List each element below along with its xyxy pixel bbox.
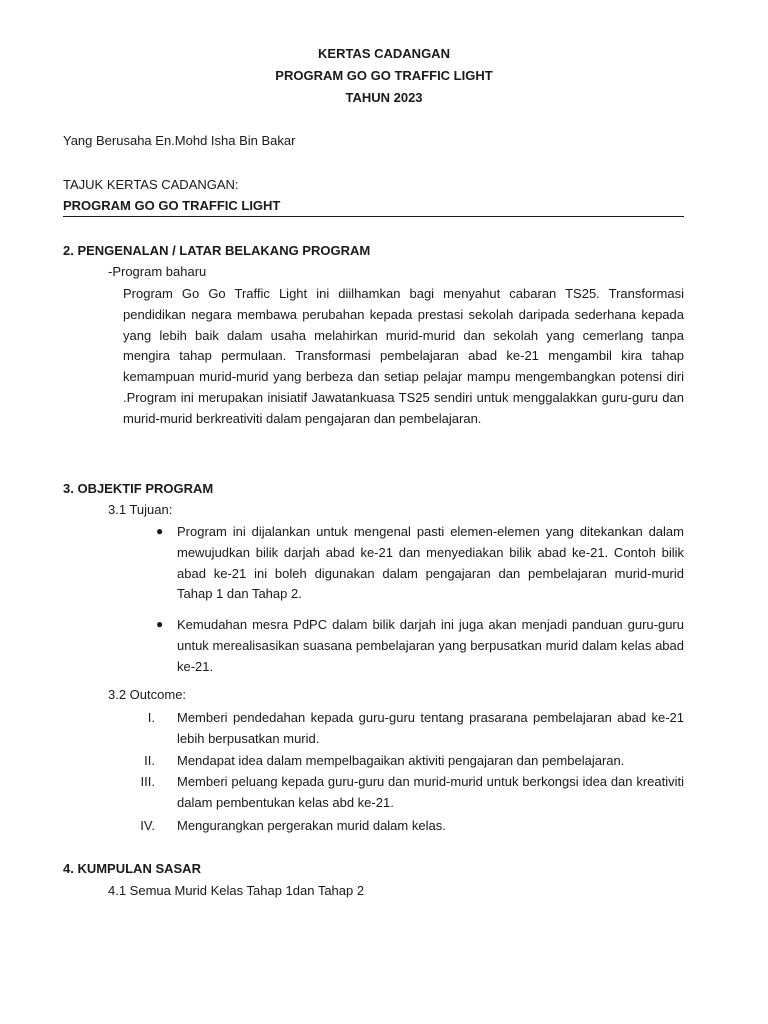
title-underline [63, 216, 684, 217]
section3-heading: 3. OBJEKTIF PROGRAM [63, 481, 214, 496]
bullet-marker: ● [156, 617, 164, 631]
section2-paragraph: Program Go Go Traffic Light ini diilhamkan bagi menyahut cabaran TS25. Transformasi pendidikan negara membawa perubahan kepada prestasi sekolah daripada sederhana kepada yang lebih baik dalam usaha melahirkan murid-murid dan sekolah yang cemerlang tanpa mengira tahap permulaan. Transformasi pembelajaran abad ke-21 mengambil kira tahap kemampuan murid-murid yang berbeza dan setiap pelajar mampu mengembangkan potensi diri .Program ini merupakan inisiatif Jawatankuasa TS25 sendiri untuk menggalakkan guru-guru dan murid-murid berkreativiti dalam pengajaran dan pembelajaran. [123, 286, 684, 426]
section2-subheading: -Program baharu [108, 264, 207, 279]
outcome-item: Mendapat idea dalam mempelbagaikan aktiviti pengajaran dan pembelajaran. [177, 753, 625, 768]
doc-title-line3: TAHUN 2023 [345, 90, 423, 105]
section2-heading: 2. PENGENALAN / LATAR BELAKANG PROGRAM [63, 243, 371, 258]
section4-item: 4.1 Semua Murid Kelas Tahap 1dan Tahap 2 [108, 883, 365, 898]
outcome-numeral: IV. [140, 818, 155, 833]
section4-heading: 4. KUMPULAN SASAR [63, 861, 201, 876]
outcome-item: Memberi pendedahan kepada guru-guru tentang prasarana pembelajaran abad ke-21 lebih berpusatkan murid. [177, 710, 684, 746]
tajuk-label: TAJUK KERTAS CADANGAN: [63, 177, 239, 192]
outcome-item: Mengurangkan pergerakan murid dalam kelas. [177, 818, 446, 833]
doc-title-line2: PROGRAM GO GO TRAFFIC LIGHT [275, 68, 493, 83]
outcome-label: 3.2 Outcome: [108, 687, 187, 702]
tujuan-item: Program ini dijalankan untuk mengenal pasti elemen-elemen yang ditekankan dalam mewujudkan bilik darjah abad ke-21 dan menyediakan bilik abad ke-21. Contoh bilik abad ke-21 ini boleh digunakan dalam pengajaran dan pembelajaran murid-murid Tahap 1 dan Tahap 2. [177, 524, 684, 602]
outcome-numeral: I. [147, 710, 155, 725]
outcome-item: Memberi peluang kepada guru-guru dan murid-murid untuk berkongsi idea dan kreativiti dalam pembentukan kelas abd ke-21. [177, 774, 684, 810]
tujuan-item: Kemudahan mesra PdPC dalam bilik darjah ini juga akan menjadi panduan guru-guru untuk merealisasikan suasana pembelajaran yang berpusatkan murid dalam kelas abad ke-21. [177, 617, 684, 674]
tujuan-label: 3.1 Tujuan: [108, 502, 173, 517]
outcome-numeral: III. [140, 774, 155, 789]
doc-title-line1: KERTAS CADANGAN [318, 46, 450, 61]
author-line: Yang Berusaha En.Mohd Isha Bin Bakar [63, 133, 296, 148]
bullet-marker: ● [156, 524, 164, 538]
tajuk-value: PROGRAM GO GO TRAFFIC LIGHT [63, 198, 281, 213]
outcome-numeral: II. [144, 753, 155, 768]
